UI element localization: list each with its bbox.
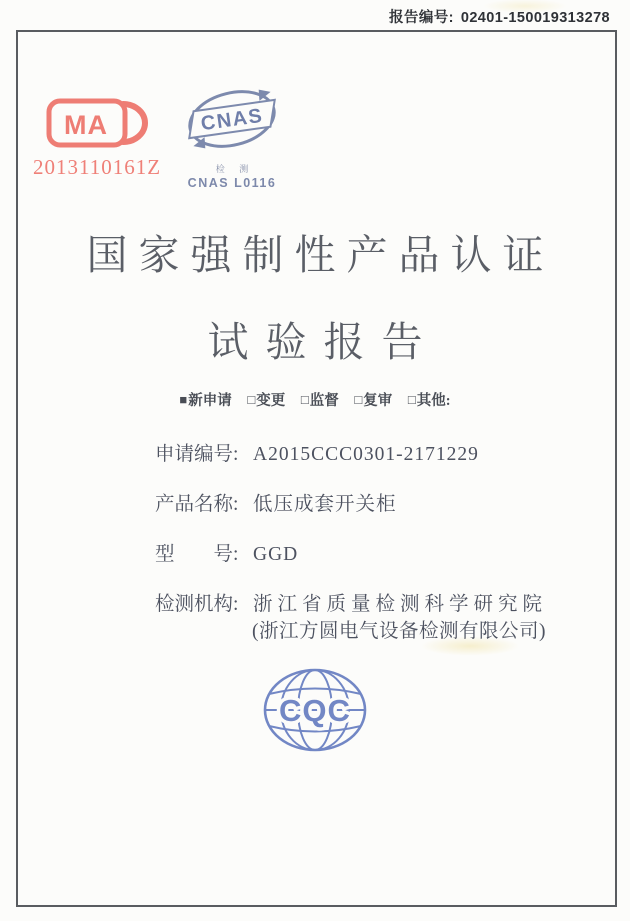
application-type-row [0,389,630,410]
cnas-logo-text: CNAS [199,104,265,136]
cma-logo-text: MA [64,110,108,140]
checkbox-unchecked-icon: □ [247,392,256,407]
field-label: 申请编号: [155,444,239,465]
field-value: A2015CCC0301-2171229 [253,444,479,465]
cqc-logo-icon [262,667,368,753]
cnas-mark-block [182,85,282,190]
checkbox-label: 复审 [363,393,393,409]
field-label: 产品名称: [155,494,239,515]
checkbox-label: 新申请 [188,393,232,409]
cnas-accreditation-number: CNAS L0116 [187,176,277,190]
checkbox-review [354,389,392,410]
checkbox-unchecked-icon: □ [407,392,416,407]
checkbox-change [247,389,285,410]
cqc-mark-block [262,667,368,758]
report-number [389,6,610,27]
field-label: 检测机构: [155,594,239,615]
cnas-logo-icon [183,85,281,157]
checkbox-supervision [301,389,339,410]
checkbox-new-application [179,389,231,410]
checkbox-label: 变更 [256,393,286,409]
field-value: 低压成套开关柜 [253,494,397,515]
checkbox-unchecked-icon: □ [354,392,363,407]
report-number-label: 报告编号: [389,10,454,26]
checkbox-other [408,389,451,410]
field-value: 浙江省质量检测科学研究院 [253,594,548,615]
field-model [155,530,547,580]
field-value: GGD [253,544,299,565]
cnas-caption: 检 测 [215,164,255,174]
document-subtitle: 试验报告 [207,319,440,365]
cma-license-number: 2013110161Z [32,155,162,179]
cma-mark-block [32,97,162,180]
field-product-name [155,480,547,530]
checkbox-checked-icon: ■ [179,392,188,407]
cma-logo-icon [45,97,149,149]
cqc-logo-text: CQC [279,693,351,728]
field-testing-lab-subname: (浙江方圆电气设备检测有限公司) [252,621,546,642]
field-label: 型 号: [155,544,239,565]
report-fields [155,430,547,630]
document-title: 国家强制性产品认证 [86,232,555,278]
checkbox-label: 监督 [309,393,339,409]
report-number-value: 02401-150019313278 [460,10,610,26]
field-application-number [155,430,547,480]
checkbox-label: 其他: [416,393,451,409]
checkbox-unchecked-icon: □ [300,392,309,407]
